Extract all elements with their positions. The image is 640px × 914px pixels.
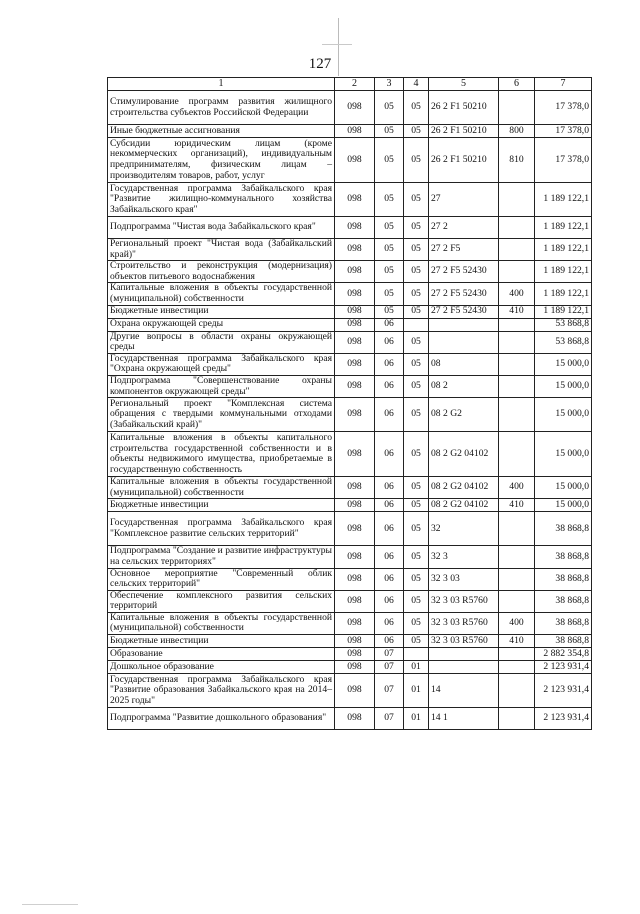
- row-name-cell: Государственная программа Забайкальского края "Охрана окружающей среды": [108, 353, 335, 375]
- cell-c2: 098: [335, 432, 375, 477]
- cell-c5: [429, 661, 499, 674]
- cell-c3: 05: [375, 125, 404, 138]
- row-name-cell: Дошкольное образование: [108, 661, 335, 674]
- cell-c6: 400: [499, 612, 535, 634]
- cell-c6: 800: [499, 125, 535, 138]
- table-row: [108, 318, 592, 331]
- cell-c5: 32 3: [429, 546, 499, 568]
- cell-c7: 2 123 931,4: [535, 708, 592, 730]
- cell-c6: [499, 375, 535, 397]
- cell-c7: 2 123 931,4: [535, 674, 592, 708]
- cell-c2: 098: [335, 708, 375, 730]
- cell-c3: 06: [375, 568, 404, 590]
- table-row: [108, 305, 592, 318]
- cell-c3: 07: [375, 661, 404, 674]
- cell-c3: 06: [375, 590, 404, 612]
- table-row: [108, 353, 592, 375]
- header-cell: 4: [404, 78, 429, 91]
- cell-c4: 01: [404, 674, 429, 708]
- row-name-cell: Стимулирование программ развития жилищного строительства субъектов Российской Федерации: [108, 91, 335, 125]
- cell-c6: 410: [499, 305, 535, 318]
- table-row: [108, 568, 592, 590]
- cell-c7: 38 868,8: [535, 635, 592, 648]
- table-row: [108, 477, 592, 499]
- cell-c6: [499, 546, 535, 568]
- table-row: [108, 398, 592, 432]
- cell-c5: 26 2 F1 50210: [429, 91, 499, 125]
- table-row: [108, 648, 592, 661]
- cell-c7: 17 378,0: [535, 125, 592, 138]
- cell-c6: 410: [499, 499, 535, 512]
- cell-c4: 05: [404, 91, 429, 125]
- cell-c5: 14 1: [429, 708, 499, 730]
- cell-c4: 05: [404, 353, 429, 375]
- cell-c3: 07: [375, 674, 404, 708]
- table-row: [108, 499, 592, 512]
- table-row: [108, 590, 592, 612]
- cell-c5: 32 3 03 R5760: [429, 590, 499, 612]
- cell-c5: 26 2 F1 50210: [429, 138, 499, 183]
- cell-c3: 05: [375, 138, 404, 183]
- cell-c3: 07: [375, 708, 404, 730]
- header-cell: 2: [335, 78, 375, 91]
- row-name-cell: Образование: [108, 648, 335, 661]
- cell-c3: 05: [375, 91, 404, 125]
- table-row: [108, 612, 592, 634]
- cell-c2: 098: [335, 305, 375, 318]
- table-row: [108, 261, 592, 283]
- cell-c3: 06: [375, 353, 404, 375]
- cell-c2: 098: [335, 568, 375, 590]
- header-cell: 5: [429, 78, 499, 91]
- row-name-cell: Бюджетные инвестиции: [108, 635, 335, 648]
- cell-c3: 06: [375, 318, 404, 331]
- cell-c2: 098: [335, 283, 375, 305]
- cell-c3: 06: [375, 546, 404, 568]
- cell-c5: 27 2: [429, 217, 499, 239]
- cell-c6: [499, 590, 535, 612]
- cell-c2: 098: [335, 499, 375, 512]
- row-name-cell: Региональный проект "Чистая вода (Забайкальский край)": [108, 239, 335, 261]
- table-row: [108, 138, 592, 183]
- cell-c4: 05: [404, 546, 429, 568]
- cell-c3: 06: [375, 331, 404, 353]
- cell-c3: 06: [375, 635, 404, 648]
- page-number: 127: [308, 56, 332, 72]
- table-row: [108, 432, 592, 477]
- cell-c5: 26 2 F1 50210: [429, 125, 499, 138]
- cell-c4: 05: [404, 432, 429, 477]
- cell-c7: 15 000,0: [535, 353, 592, 375]
- cell-c6: [499, 318, 535, 331]
- cell-c6: [499, 512, 535, 546]
- row-name-cell: Подпрограмма "Совершенствование охраны компонентов окружающей среды": [108, 375, 335, 397]
- cell-c6: [499, 353, 535, 375]
- cell-c2: 098: [335, 318, 375, 331]
- row-name-cell: Обеспечение комплексного развития сельских территорий: [108, 590, 335, 612]
- cell-c6: [499, 568, 535, 590]
- table-row: [108, 512, 592, 546]
- cell-c3: 07: [375, 648, 404, 661]
- cell-c2: 098: [335, 590, 375, 612]
- cell-c7: 15 000,0: [535, 432, 592, 477]
- cell-c7: 1 189 122,1: [535, 305, 592, 318]
- cell-c4: 05: [404, 635, 429, 648]
- cell-c2: 098: [335, 217, 375, 239]
- cell-c7: 15 000,0: [535, 499, 592, 512]
- cell-c3: 06: [375, 499, 404, 512]
- table-row: [108, 239, 592, 261]
- table-row: [108, 283, 592, 305]
- cell-c7: 38 868,8: [535, 590, 592, 612]
- cell-c5: 32 3 03 R5760: [429, 635, 499, 648]
- row-name-cell: Капитальные вложения в объекты капитального строительства государственной собственности и в объекты недвижимого имущества, приобретаемые в государственную собственность: [108, 432, 335, 477]
- table-row: [108, 125, 592, 138]
- cell-c5: 08 2 G2 04102: [429, 499, 499, 512]
- cell-c5: 27 2 F5: [429, 239, 499, 261]
- cell-c5: [429, 331, 499, 353]
- cell-c6: [499, 91, 535, 125]
- cell-c5: 08 2 G2: [429, 398, 499, 432]
- cell-c4: 05: [404, 305, 429, 318]
- cell-c4: 01: [404, 661, 429, 674]
- table-row: [108, 708, 592, 730]
- cell-c4: 05: [404, 125, 429, 138]
- cell-c7: 2 123 931,4: [535, 661, 592, 674]
- cell-c3: 06: [375, 375, 404, 397]
- cell-c2: 098: [335, 91, 375, 125]
- table-row: [108, 661, 592, 674]
- row-name-cell: Иные бюджетные ассигнования: [108, 125, 335, 138]
- cell-c4: 05: [404, 217, 429, 239]
- cell-c4: 05: [404, 612, 429, 634]
- cell-c5: 27 2 F5 52430: [429, 283, 499, 305]
- row-name-cell: Капитальные вложения в объекты государственной (муниципальной) собственности: [108, 477, 335, 499]
- header-cell: 1: [108, 78, 335, 91]
- cell-c6: [499, 708, 535, 730]
- cell-c2: 098: [335, 183, 375, 217]
- row-name-cell: Капитальные вложения в объекты государственной (муниципальной) собственности: [108, 283, 335, 305]
- cell-c4: 05: [404, 375, 429, 397]
- cell-c6: [499, 239, 535, 261]
- cell-c2: 098: [335, 674, 375, 708]
- cell-c3: 06: [375, 512, 404, 546]
- cell-c5: 27 2 F5 52430: [429, 261, 499, 283]
- cell-c3: 06: [375, 477, 404, 499]
- cell-c6: [499, 261, 535, 283]
- table-row: [108, 217, 592, 239]
- cell-c7: 1 189 122,1: [535, 261, 592, 283]
- row-name-cell: Региональный проект "Комплексная система обращения с твердыми коммунальными отходами (Забайкальский край)": [108, 398, 335, 432]
- cell-c3: 05: [375, 239, 404, 261]
- cell-c5: 32 3 03: [429, 568, 499, 590]
- cell-c5: 08 2 G2 04102: [429, 432, 499, 477]
- cell-c6: [499, 398, 535, 432]
- cell-c3: 05: [375, 283, 404, 305]
- cell-c2: 098: [335, 635, 375, 648]
- row-name-cell: Бюджетные инвестиции: [108, 499, 335, 512]
- cell-c7: 1 189 122,1: [535, 217, 592, 239]
- cell-c2: 098: [335, 138, 375, 183]
- row-name-cell: Охрана окружающей среды: [108, 318, 335, 331]
- row-name-cell: Государственная программа Забайкальского края "Развитие образования Забайкальского края на 2014–2025 годы": [108, 674, 335, 708]
- row-name-cell: Бюджетные инвестиции: [108, 305, 335, 318]
- row-name-cell: Субсидии юридическим лицам (кроме некоммерческих организаций), индивидуальным предпринимателям, физическим лицам – производителям товаров, работ, услуг: [108, 138, 335, 183]
- cell-c6: [499, 217, 535, 239]
- cell-c4: 05: [404, 138, 429, 183]
- cell-c6: [499, 432, 535, 477]
- cell-c5: [429, 318, 499, 331]
- cell-c4: 05: [404, 183, 429, 217]
- cell-c7: 38 868,8: [535, 568, 592, 590]
- cell-c3: 05: [375, 217, 404, 239]
- cell-c2: 098: [335, 546, 375, 568]
- cell-c3: 05: [375, 261, 404, 283]
- cell-c6: 400: [499, 283, 535, 305]
- table-row: [108, 674, 592, 708]
- cell-c7: 17 378,0: [535, 91, 592, 125]
- cell-c4: 05: [404, 283, 429, 305]
- cell-c4: [404, 318, 429, 331]
- table-row: [108, 331, 592, 353]
- cell-c7: 1 189 122,1: [535, 239, 592, 261]
- cell-c4: 05: [404, 590, 429, 612]
- cell-c3: 05: [375, 305, 404, 318]
- row-name-cell: Подпрограмма "Создание и развитие инфраструктуры на сельских территориях": [108, 546, 335, 568]
- cell-c7: 15 000,0: [535, 477, 592, 499]
- header-cell: 3: [375, 78, 404, 91]
- header-cell: 7: [535, 78, 592, 91]
- cell-c7: 53 868,8: [535, 318, 592, 331]
- cell-c6: [499, 674, 535, 708]
- cell-c4: [404, 648, 429, 661]
- cell-c2: 098: [335, 353, 375, 375]
- cell-c7: 15 000,0: [535, 375, 592, 397]
- cell-c7: 38 868,8: [535, 512, 592, 546]
- cell-c3: 05: [375, 183, 404, 217]
- cell-c3: 06: [375, 398, 404, 432]
- cell-c6: [499, 661, 535, 674]
- cell-c5: 08 2 G2 04102: [429, 477, 499, 499]
- cell-c5: [429, 648, 499, 661]
- cell-c7: 53 868,8: [535, 331, 592, 353]
- cell-c4: 05: [404, 512, 429, 546]
- cell-c3: 06: [375, 432, 404, 477]
- cell-c6: [499, 331, 535, 353]
- cell-c2: 098: [335, 661, 375, 674]
- cell-c2: 098: [335, 398, 375, 432]
- row-name-cell: Капитальные вложения в объекты государственной (муниципальной) собственности: [108, 612, 335, 634]
- header-cell: 6: [499, 78, 535, 91]
- cell-c2: 098: [335, 261, 375, 283]
- cell-c6: 400: [499, 477, 535, 499]
- cell-c4: 05: [404, 331, 429, 353]
- cell-c6: [499, 648, 535, 661]
- cell-c5: 27 2 F5 52430: [429, 305, 499, 318]
- cell-c7: 17 378,0: [535, 138, 592, 183]
- cell-c4: 05: [404, 239, 429, 261]
- cell-c6: 410: [499, 635, 535, 648]
- cell-c2: 098: [335, 239, 375, 261]
- table-row: [108, 91, 592, 125]
- cell-c4: 05: [404, 568, 429, 590]
- table-row: [108, 546, 592, 568]
- cell-c7: 1 189 122,1: [535, 183, 592, 217]
- cell-c5: 14: [429, 674, 499, 708]
- cell-c5: 27: [429, 183, 499, 217]
- cell-c4: 05: [404, 398, 429, 432]
- cell-c3: 06: [375, 612, 404, 634]
- row-name-cell: Подпрограмма "Чистая вода Забайкальского края": [108, 217, 335, 239]
- cell-c2: 098: [335, 512, 375, 546]
- header-row: [108, 78, 592, 91]
- table-row: [108, 183, 592, 217]
- cell-c4: 05: [404, 499, 429, 512]
- cell-c2: 098: [335, 477, 375, 499]
- cell-c5: 08 2: [429, 375, 499, 397]
- row-name-cell: Основное мероприятие "Современный облик сельских территорий": [108, 568, 335, 590]
- cell-c2: 098: [335, 375, 375, 397]
- table-row: [108, 375, 592, 397]
- scan-mark: [322, 44, 352, 45]
- scan-mark: [22, 904, 78, 905]
- row-name-cell: Подпрограмма "Развитие дошкольного образования": [108, 708, 335, 730]
- row-name-cell: Другие вопросы в области охраны окружающей среды: [108, 331, 335, 353]
- cell-c7: 15 000,0: [535, 398, 592, 432]
- row-name-cell: Строительство и реконструкция (модернизация) объектов питьевого водоснабжения: [108, 261, 335, 283]
- cell-c6: [499, 183, 535, 217]
- cell-c5: 32 3 03 R5760: [429, 612, 499, 634]
- cell-c2: 098: [335, 125, 375, 138]
- cell-c7: 2 882 354,8: [535, 648, 592, 661]
- cell-c7: 38 868,8: [535, 546, 592, 568]
- row-name-cell: Государственная программа Забайкальского края "Развитие жилищно-коммунального хозяйства Забайкальского края": [108, 183, 335, 217]
- cell-c5: 08: [429, 353, 499, 375]
- cell-c2: 098: [335, 331, 375, 353]
- cell-c5: 32: [429, 512, 499, 546]
- cell-c4: 05: [404, 477, 429, 499]
- row-name-cell: Государственная программа Забайкальского края "Комплексное развитие сельских территорий": [108, 512, 335, 546]
- cell-c2: 098: [335, 612, 375, 634]
- cell-c7: 38 868,8: [535, 612, 592, 634]
- cell-c6: 810: [499, 138, 535, 183]
- budget-table: [107, 77, 592, 730]
- cell-c4: 05: [404, 261, 429, 283]
- table-row: [108, 635, 592, 648]
- cell-c7: 1 189 122,1: [535, 283, 592, 305]
- cell-c2: 098: [335, 648, 375, 661]
- cell-c4: 01: [404, 708, 429, 730]
